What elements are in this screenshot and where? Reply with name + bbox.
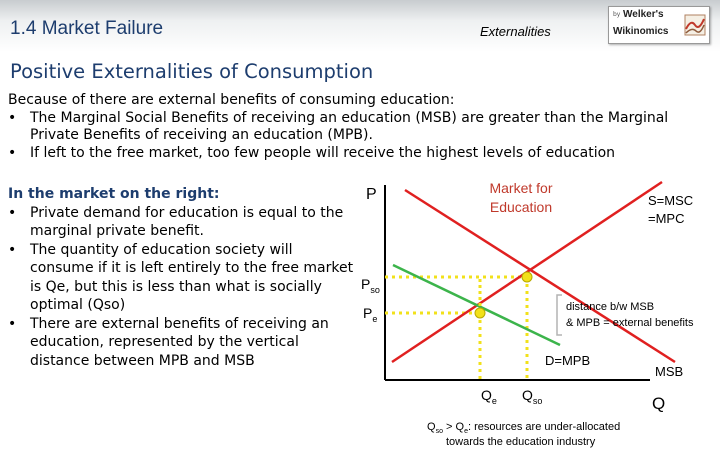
logo-by-text: by xyxy=(613,11,621,18)
social-optimum-point xyxy=(522,272,532,282)
intro-bullet xyxy=(8,110,708,145)
msb-label: MSB xyxy=(655,364,684,379)
supply-label-line1: S=MSC xyxy=(648,193,694,208)
demand-label: D=MPB xyxy=(545,353,591,368)
header-subtitle: Externalities xyxy=(480,24,551,39)
logo-name-text: Welker's xyxy=(623,9,664,20)
intro-block xyxy=(8,92,708,162)
annotation-bracket xyxy=(557,295,562,335)
market-bullet-text: There are external benefits of receiving an education, represented by the vertical distance between MPB and MSB xyxy=(30,315,329,369)
y-axis-label: P xyxy=(366,186,377,203)
market-equilibrium-point xyxy=(475,308,485,318)
bullet-dot: • xyxy=(8,315,17,332)
p-so-label: $P_{so}$ xyxy=(361,276,380,295)
bullet-dot: • xyxy=(8,144,17,161)
x-axis-label: Q xyxy=(652,394,666,413)
p-e-label: $P_e$ xyxy=(363,305,378,324)
market-bullet xyxy=(8,241,358,315)
slide-header xyxy=(0,0,720,52)
bullet-dot: • xyxy=(8,109,17,126)
intro-bullet-text: The Marginal Social Benefits of receiving an education (MSB) are greater than the Marginal Private Benefits of receiving an education (MPB). xyxy=(30,109,669,143)
chart-title-line2: Education xyxy=(489,199,553,215)
market-bullet xyxy=(8,204,358,241)
q-so-label: $Q_{so}$ xyxy=(522,387,543,406)
welkers-wikinomics-logo[interactable] xyxy=(608,6,710,44)
q-e-label: $Q_e$ xyxy=(481,387,497,406)
market-bullet-text: Private demand for education is equal to the marginal private benefit. xyxy=(30,204,344,239)
bullet-dot: • xyxy=(8,204,17,221)
annotation-line2: & MPB = external benefits xyxy=(566,317,694,329)
intro-bullet xyxy=(8,145,708,163)
bullet-dot: • xyxy=(8,241,17,258)
intro-bullet-text: If left to the free market, too few people will receive the highest levels of education xyxy=(30,144,616,161)
slide-title: Positive Externalities of Consumption xyxy=(10,60,374,83)
market-bullet-text: The quantity of education society will consume if it is left entirely to the free market is Qe, but this is less than what is socially optimal (Qso) xyxy=(30,241,354,313)
chart-logo-icon xyxy=(684,13,706,37)
note-line1: $Q_{so} > Q_e$: resources are under-allocated xyxy=(427,421,621,435)
education-market-diagram xyxy=(350,175,720,450)
note-line2: towards the education industry xyxy=(446,436,596,448)
annotation-line1: distance b/w MSB xyxy=(566,301,655,313)
market-bullet xyxy=(8,315,358,371)
chart-title-line1: Market for xyxy=(489,180,553,196)
supply-label-line2: =MPC xyxy=(648,211,685,226)
header-title: 1.4 Market Failure xyxy=(10,18,164,39)
intro-text: Because of there are external benefits of consuming education: xyxy=(8,92,455,108)
market-heading: In the market on the right: xyxy=(8,186,220,202)
market-explanation xyxy=(8,185,358,370)
logo-brand-text: Wikinomics xyxy=(613,26,669,37)
